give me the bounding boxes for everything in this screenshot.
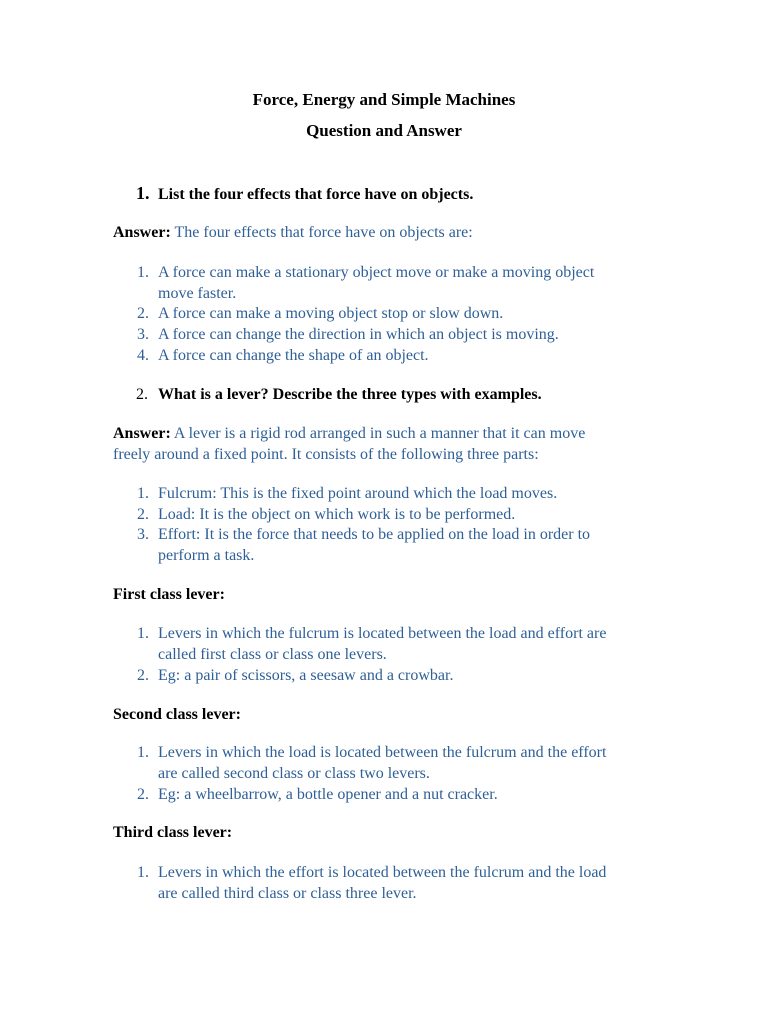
list-item xyxy=(158,262,658,304)
question-1-text: List the four effects that force have on objects. xyxy=(158,186,474,203)
list-item: A force can change the shape of an object. xyxy=(158,347,429,364)
list-item-number: 3. xyxy=(137,326,149,343)
list-item xyxy=(158,742,658,784)
list-item: Eg: a pair of scissors, a seesaw and a crowbar. xyxy=(158,667,454,684)
answer-1 xyxy=(113,222,473,243)
answer-2-line: freely around a fixed point. It consists of the following three parts: xyxy=(113,446,539,463)
list-item xyxy=(158,862,658,904)
list-item-number: 3. xyxy=(137,526,149,543)
list-item-number: 2. xyxy=(137,305,149,322)
document-subtitle: Question and Answer xyxy=(306,121,462,140)
list-item: Fulcrum: This is the fixed point around which the load moves. xyxy=(158,485,558,502)
list-item-number: 1. xyxy=(137,485,149,502)
answer-1-text: The four effects that force have on objects are: xyxy=(174,224,473,241)
list-item-line: move faster. xyxy=(158,285,237,302)
list-item-line: are called third class or class three lever. xyxy=(158,885,417,902)
list-item xyxy=(158,623,658,665)
list-item-line: Effort: It is the force that needs to be applied on the load in order to xyxy=(158,526,591,543)
list-item-line: are called second class or class two levers. xyxy=(158,765,430,782)
question-2-number: 2. xyxy=(136,386,148,403)
list-item xyxy=(158,524,658,566)
list-item: A force can make a moving object stop or slow down. xyxy=(158,305,504,322)
question-2-text: What is a lever? Describe the three types with examples. xyxy=(158,386,542,403)
answer-label: Answer: xyxy=(113,224,171,241)
section-heading-second-class: Second class lever: xyxy=(113,706,241,723)
list-item-number: 2. xyxy=(137,667,149,684)
list-item: A force can change the direction in which an object is moving. xyxy=(158,326,559,343)
document-title: Force, Energy and Simple Machines xyxy=(252,90,516,109)
list-item: Eg: a wheelbarrow, a bottle opener and a nut cracker. xyxy=(158,786,498,803)
section-heading-third-class: Third class lever: xyxy=(113,824,233,841)
list-item-number: 4. xyxy=(137,347,149,364)
list-item: Load: It is the object on which work is to be performed. xyxy=(158,506,516,523)
list-item-line: Levers in which the effort is located between the fulcrum and the load xyxy=(158,864,607,881)
section-heading-first-class: First class lever: xyxy=(113,586,225,603)
list-item-number: 1. xyxy=(137,625,149,642)
list-item-number: 1. xyxy=(137,264,149,281)
list-item-number: 2. xyxy=(137,506,149,523)
list-item-number: 1. xyxy=(137,744,149,761)
list-item-line: Levers in which the load is located between the fulcrum and the effort xyxy=(158,744,607,761)
list-item-line: Levers in which the fulcrum is located between the load and effort are xyxy=(158,625,607,642)
list-item-number: 1. xyxy=(137,864,149,881)
answer-2 xyxy=(113,423,585,444)
list-item-line: called first class or class one levers. xyxy=(158,646,387,663)
list-item-line: perform a task. xyxy=(158,547,255,564)
answer-2-line: A lever is a rigid rod arranged in such a manner that it can move xyxy=(173,425,586,442)
answer-label: Answer: xyxy=(113,425,171,442)
list-item-number: 2. xyxy=(137,786,149,803)
question-1-number: 1. xyxy=(136,183,150,203)
list-item-line: A force can make a stationary object move or make a moving object xyxy=(158,264,595,281)
